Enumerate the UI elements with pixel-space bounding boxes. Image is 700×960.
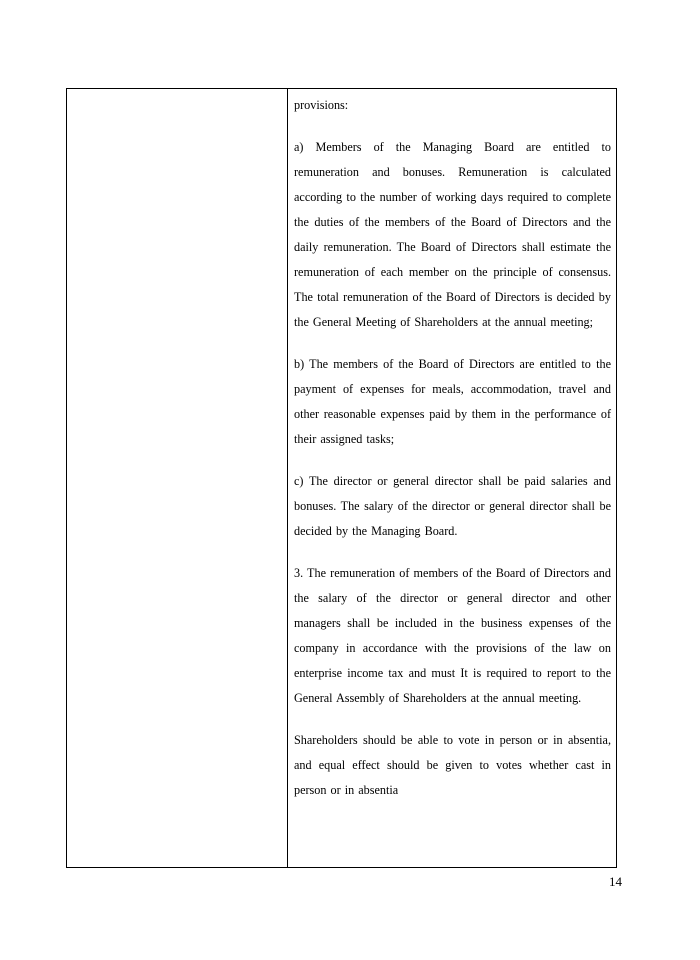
page-number: 14 (609, 874, 622, 889)
paragraph-a: a) Members of the Managing Board are entitled to remuneration and bonuses. Remuneration is calculated according to the number of working days required to complete the duties of the members of the Board of Directors and the daily remuneration. The Board of Directors shall estimate the remuneration of each member on the principle of consensus. The total remuneration of the Board of Directors is decided by the General Meeting of Shareholders at the annual meeting; (294, 140, 611, 329)
paragraph-b: b) The members of the Board of Directors are entitled to the payment of expenses for meals, accommodation, travel and other reasonable expenses paid by them in the performance of their assigned tasks; (294, 357, 611, 446)
paragraph-c: c) The director or general director shall be paid salaries and bonuses. The salary of the director or general director shall be decided by the Managing Board. (294, 474, 611, 538)
table-left-column (67, 89, 288, 867)
table-right-column (288, 89, 617, 867)
opening-line: provisions: (294, 98, 349, 112)
content-table (66, 88, 617, 868)
paragraph-shareholders: Shareholders should be able to vote in person or in absentia, and equal effect should be given to votes whether cast in person or in absentia (294, 733, 611, 797)
paragraph-3: 3. The remuneration of members of the Board of Directors and the salary of the director or general director and other managers shall be included in the business expenses of the company in accordance with the provisions of the law on enterprise income tax and must It is required to report to the General Assembly of Shareholders at the annual meeting. (294, 566, 611, 705)
